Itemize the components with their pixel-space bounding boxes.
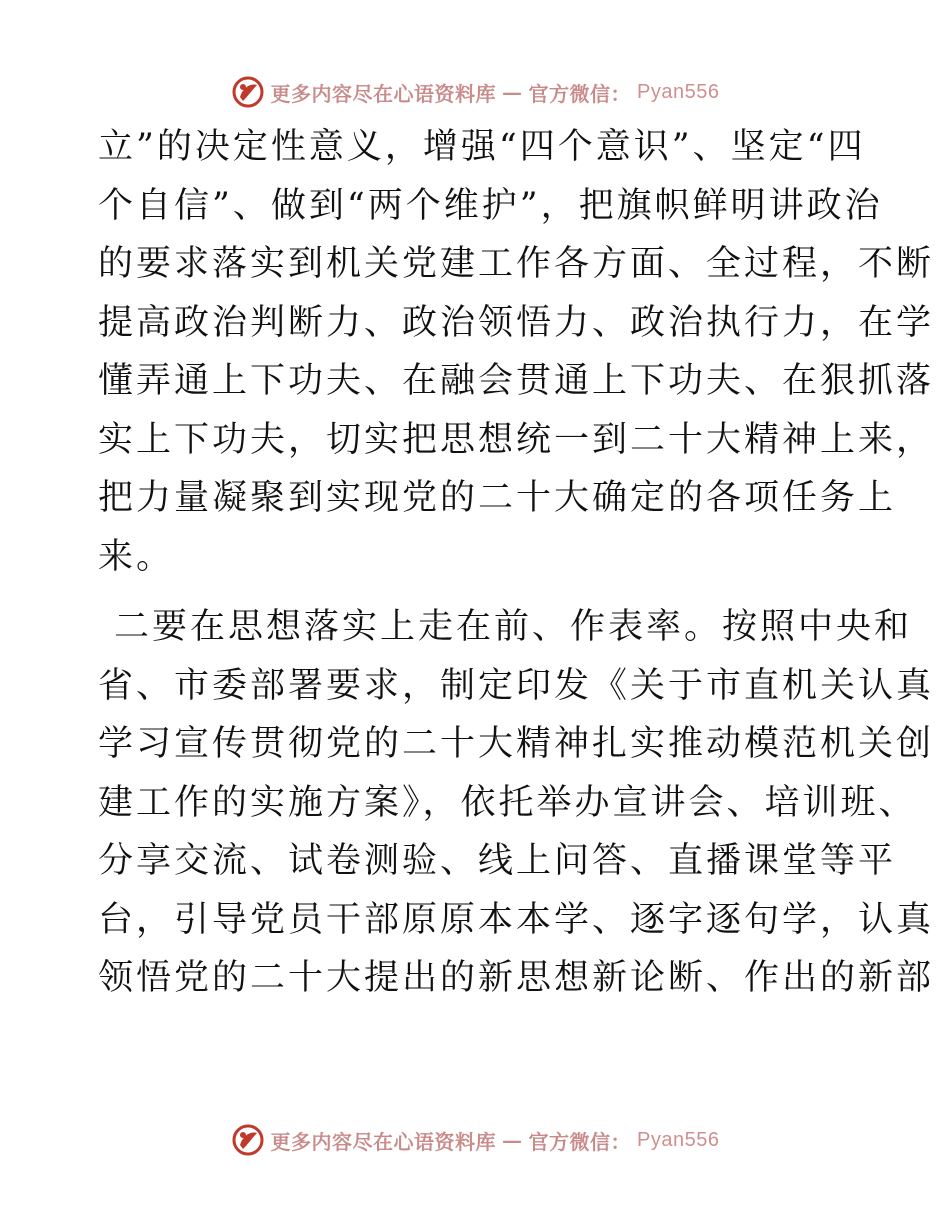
text-line: 学习宣传贯彻党的二十大精神扎实推动模范机关创 — [98, 724, 935, 764]
header-watermark — [0, 72, 950, 112]
text-line: 实上下功夫，切实把思想统一到二十大精神上来， — [98, 419, 935, 460]
text-line: 提高政治判断力、政治领悟力、政治执行力，在学 — [98, 302, 935, 343]
text-line: 省、市委部署要求，制定印发《关于市直机关认真 — [98, 665, 935, 706]
paragraph-spacer — [98, 586, 858, 598]
watermark-site-name: 更多内容尽在心语资料库 — [270, 1129, 497, 1154]
logo-icon — [231, 75, 265, 109]
document-body — [98, 118, 935, 1008]
watermark-wechat-label: 官方微信： — [528, 81, 632, 106]
paragraph-2 — [98, 598, 935, 1008]
watermark-site-name: 更多内容尽在心语资料库 — [270, 81, 497, 106]
text-line: 来。 — [98, 536, 175, 577]
watermark-wechat-label: 官方微信： — [528, 1129, 632, 1154]
watermark-dash: — — [502, 80, 523, 104]
watermark-wechat-id: Pyan556 — [637, 1128, 720, 1151]
text-line: 立”的决定性意义，增强“四个意识”、坚定“四 — [98, 127, 866, 167]
text-line: 分享交流、试卷测验、线上问答、直播课堂等平 — [98, 841, 897, 881]
watermark-wechat-id: Pyan556 — [637, 80, 720, 103]
watermark-dash: — — [502, 1128, 523, 1152]
text-line: 把力量凝聚到实现党的二十大确定的各项任务上 — [98, 478, 897, 518]
text-line: 领悟党的二十大提出的新思想新论断、作出的新部 — [98, 958, 935, 998]
text-line: 的要求落实到机关党建工作各方面、全过程，不断 — [98, 244, 935, 284]
paragraph-1 — [98, 118, 935, 586]
text-line: 建工作的实施方案》，依托举办宣讲会、培训班、 — [98, 782, 917, 823]
text-line: 个自信”、做到“两个维护”，把旗帜鲜明讲政治 — [98, 185, 883, 226]
text-line: 懂弄通上下功夫、在融会贯通上下功夫、在狠抓落 — [98, 361, 935, 401]
footer-watermark — [0, 1120, 950, 1160]
logo-icon — [231, 1123, 265, 1157]
text-line: 二要在思想落实上走在前、作表率。按照中央和 — [114, 607, 913, 647]
text-line: 台，引导党员干部原原本本学、逐字逐句学，认真 — [98, 899, 935, 940]
